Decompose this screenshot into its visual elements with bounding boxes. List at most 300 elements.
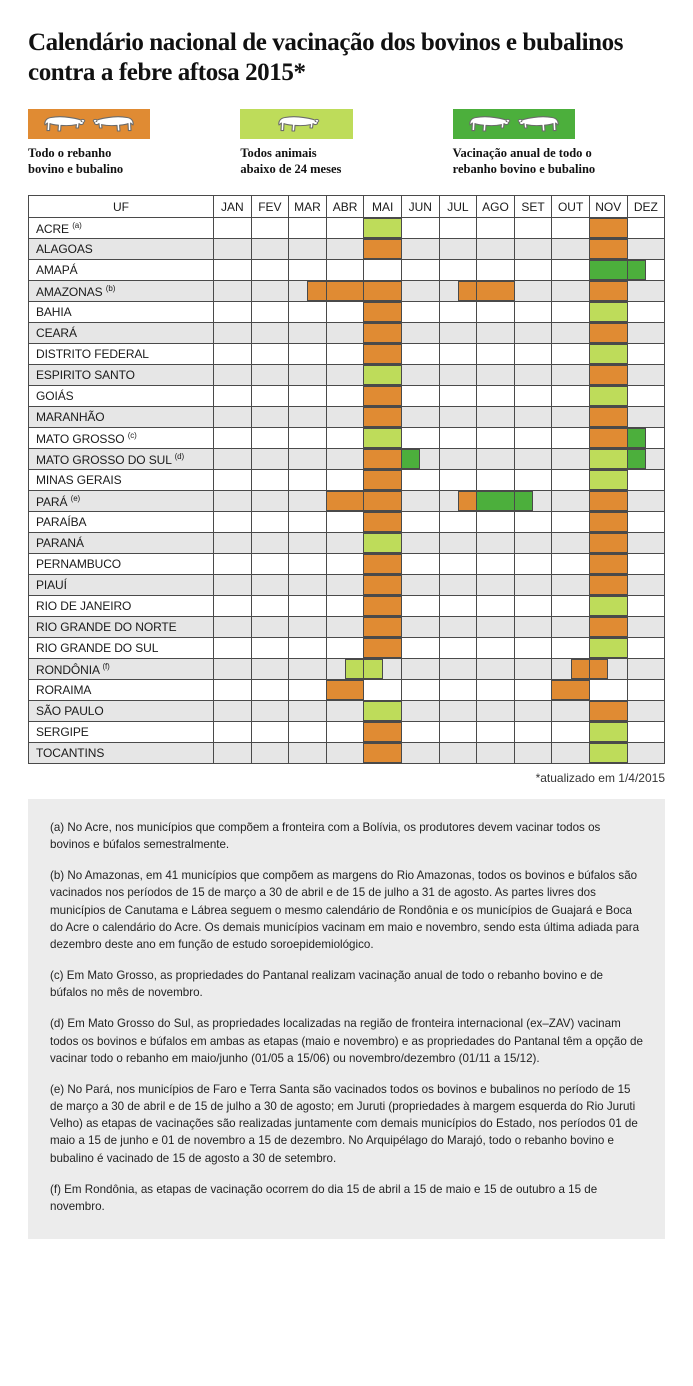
state-name-cell: DISTRITO FEDERAL bbox=[29, 344, 214, 365]
cell-mar bbox=[289, 470, 327, 491]
footnotes-panel bbox=[28, 799, 665, 1239]
cell-abr bbox=[326, 386, 364, 407]
cell-jun bbox=[401, 533, 439, 554]
cell-abr bbox=[326, 281, 364, 302]
cow-icon bbox=[274, 112, 320, 136]
state-name-cell: ESPIRITO SANTO bbox=[29, 365, 214, 386]
cell-jan bbox=[214, 260, 252, 281]
cell-set bbox=[514, 701, 552, 722]
cell-fev bbox=[251, 491, 289, 512]
cell-mar bbox=[289, 680, 327, 701]
cell-mai bbox=[364, 323, 402, 344]
table-row bbox=[29, 365, 665, 386]
column-header-abr: ABR bbox=[326, 196, 364, 218]
cell-set bbox=[514, 638, 552, 659]
cell-fev bbox=[251, 407, 289, 428]
fill-orange bbox=[589, 659, 608, 679]
fill-orange bbox=[458, 281, 477, 301]
cell-set bbox=[514, 323, 552, 344]
cell-jun bbox=[401, 239, 439, 260]
column-header-jul: JUL bbox=[439, 196, 477, 218]
cell-fev bbox=[251, 743, 289, 764]
cell-out bbox=[552, 323, 590, 344]
cell-set bbox=[514, 743, 552, 764]
cell-abr bbox=[326, 554, 364, 575]
fill-orange bbox=[363, 407, 402, 427]
cell-mar bbox=[289, 491, 327, 512]
cell-fev bbox=[251, 218, 289, 239]
fill-dark-green bbox=[514, 491, 533, 511]
cell-jun bbox=[401, 302, 439, 323]
cell-mai bbox=[364, 491, 402, 512]
cell-out bbox=[552, 428, 590, 449]
cell-set bbox=[514, 344, 552, 365]
cell-jul bbox=[439, 365, 477, 386]
cell-out bbox=[552, 554, 590, 575]
cell-set bbox=[514, 470, 552, 491]
cell-jan bbox=[214, 218, 252, 239]
state-name-cell: PARÁ $^{(e)}$ bbox=[29, 491, 214, 512]
cell-jan bbox=[214, 302, 252, 323]
cell-out bbox=[552, 659, 590, 680]
cell-set bbox=[514, 512, 552, 533]
fill-light-green bbox=[345, 659, 364, 679]
footnote-marker: (b) bbox=[105, 283, 116, 293]
cell-mai bbox=[364, 281, 402, 302]
cell-jul bbox=[439, 218, 477, 239]
column-header-jun: JUN bbox=[401, 196, 439, 218]
state-name-cell: MATO GROSSO DO SUL $^{(d)}$ bbox=[29, 449, 214, 470]
fill-orange bbox=[307, 281, 326, 301]
cell-abr bbox=[326, 701, 364, 722]
cell-out bbox=[552, 365, 590, 386]
column-header-mar: MAR bbox=[289, 196, 327, 218]
cell-nov bbox=[589, 596, 627, 617]
cell-jul bbox=[439, 260, 477, 281]
table-row bbox=[29, 722, 665, 743]
cell-ago bbox=[477, 344, 515, 365]
cell-jan bbox=[214, 680, 252, 701]
cell-mar bbox=[289, 617, 327, 638]
fill-orange bbox=[363, 344, 402, 364]
cell-mai bbox=[364, 533, 402, 554]
state-name-cell: PARAÍBA bbox=[29, 512, 214, 533]
cell-abr bbox=[326, 323, 364, 344]
fill-light-green bbox=[589, 596, 628, 616]
cell-mar bbox=[289, 386, 327, 407]
cell-mai bbox=[364, 407, 402, 428]
cell-ago bbox=[477, 302, 515, 323]
fill-dark-green bbox=[589, 260, 628, 280]
cell-abr bbox=[326, 407, 364, 428]
cell-mar bbox=[289, 701, 327, 722]
cell-jan bbox=[214, 470, 252, 491]
cell-mai bbox=[364, 659, 402, 680]
cell-out bbox=[552, 575, 590, 596]
cell-ago bbox=[477, 365, 515, 386]
fill-orange bbox=[589, 533, 628, 553]
cell-fev bbox=[251, 512, 289, 533]
cell-ago bbox=[477, 680, 515, 701]
cell-jun bbox=[401, 428, 439, 449]
state-name-cell: AMAZONAS $^{(b)}$ bbox=[29, 281, 214, 302]
cell-abr bbox=[326, 680, 364, 701]
cell-jul bbox=[439, 386, 477, 407]
cell-fev bbox=[251, 638, 289, 659]
cell-mar bbox=[289, 554, 327, 575]
footnote-d: (d) Em Mato Grosso do Sul, as propriedades localizadas na região de fronteira internacional (ex–ZAV) vacinam todos os bovinos e búfalos em ambas as etapas (maio e novembro) e as propriedades do Pantanal têm a opção de vacinar todo o rebanho em maio/junho (01/05 a 15/06) ou novembro/dezembro (01/11 a 15/12). bbox=[50, 1017, 643, 1065]
cell-set bbox=[514, 260, 552, 281]
cell-fev bbox=[251, 533, 289, 554]
cell-out bbox=[552, 281, 590, 302]
fill-orange bbox=[589, 218, 628, 238]
cell-nov bbox=[589, 512, 627, 533]
table-row bbox=[29, 260, 665, 281]
cell-fev bbox=[251, 344, 289, 365]
cell-dez bbox=[627, 575, 665, 596]
cell-jun bbox=[401, 386, 439, 407]
fill-orange bbox=[363, 554, 402, 574]
cell-abr bbox=[326, 449, 364, 470]
legend-item-3 bbox=[453, 109, 665, 177]
column-header-nov: NOV bbox=[589, 196, 627, 218]
cell-jul bbox=[439, 470, 477, 491]
cell-ago bbox=[477, 596, 515, 617]
footnote-b: (b) No Amazonas, em 41 municípios que compõem as margens do Rio Amazonas, todos os bovinos e búfalos são vacinados nos períodos de 15 de março a 30 de abril e de 15 de julho a 31 de agosto. As partes livres dos municípios de Canutama e Lábrea seguem o mesmo calendário de Rondônia e os municípios de Guajará e Boca do Acre o calendário do Acre. Os demais municípios vacinam em maio e novembro, sendo esta última adiada para dezembro deste ano em função de estudo soroepidemiológico. bbox=[50, 869, 640, 951]
cell-jul bbox=[439, 239, 477, 260]
cell-jul bbox=[439, 680, 477, 701]
fill-light-green bbox=[363, 365, 402, 385]
cell-dez bbox=[627, 596, 665, 617]
cell-set bbox=[514, 428, 552, 449]
cell-jan bbox=[214, 659, 252, 680]
table-row bbox=[29, 659, 665, 680]
cell-mai bbox=[364, 239, 402, 260]
cell-mar bbox=[289, 638, 327, 659]
cell-jan bbox=[214, 281, 252, 302]
cell-jan bbox=[214, 491, 252, 512]
fill-orange bbox=[363, 638, 402, 658]
cell-set bbox=[514, 680, 552, 701]
cell-jun bbox=[401, 260, 439, 281]
cell-jan bbox=[214, 575, 252, 596]
cell-mar bbox=[289, 323, 327, 344]
cell-jul bbox=[439, 302, 477, 323]
fill-orange bbox=[363, 449, 402, 469]
cell-abr bbox=[326, 365, 364, 386]
column-header-set: SET bbox=[514, 196, 552, 218]
cell-jul bbox=[439, 407, 477, 428]
cell-nov bbox=[589, 323, 627, 344]
cell-dez bbox=[627, 302, 665, 323]
cell-jul bbox=[439, 533, 477, 554]
cell-mar bbox=[289, 533, 327, 554]
fill-light-green bbox=[589, 743, 628, 763]
cell-dez bbox=[627, 323, 665, 344]
cell-abr bbox=[326, 428, 364, 449]
fill-light-green bbox=[363, 659, 382, 679]
cell-out bbox=[552, 386, 590, 407]
cell-ago bbox=[477, 554, 515, 575]
cell-jul bbox=[439, 701, 477, 722]
cell-jul bbox=[439, 491, 477, 512]
fill-orange bbox=[589, 428, 628, 448]
cell-dez bbox=[627, 407, 665, 428]
cell-ago bbox=[477, 659, 515, 680]
fill-orange bbox=[458, 491, 477, 511]
fill-orange bbox=[589, 281, 628, 301]
cell-jul bbox=[439, 638, 477, 659]
cell-fev bbox=[251, 302, 289, 323]
cell-jan bbox=[214, 344, 252, 365]
cell-jul bbox=[439, 596, 477, 617]
cell-mar bbox=[289, 218, 327, 239]
cell-set bbox=[514, 218, 552, 239]
cell-abr bbox=[326, 218, 364, 239]
cell-ago bbox=[477, 617, 515, 638]
fill-orange bbox=[589, 491, 628, 511]
cell-jan bbox=[214, 407, 252, 428]
cell-dez bbox=[627, 680, 665, 701]
cell-fev bbox=[251, 575, 289, 596]
cell-fev bbox=[251, 239, 289, 260]
cell-out bbox=[552, 302, 590, 323]
cell-ago bbox=[477, 470, 515, 491]
cell-jul bbox=[439, 323, 477, 344]
cell-mai bbox=[364, 449, 402, 470]
legend-swatch-orange bbox=[28, 109, 150, 139]
cell-fev bbox=[251, 323, 289, 344]
state-name-cell: ACRE $^{(a)}$ bbox=[29, 218, 214, 239]
cell-jun bbox=[401, 365, 439, 386]
cell-set bbox=[514, 533, 552, 554]
cell-set bbox=[514, 281, 552, 302]
fill-orange bbox=[589, 512, 628, 532]
cell-ago bbox=[477, 407, 515, 428]
cell-mar bbox=[289, 281, 327, 302]
cell-mar bbox=[289, 239, 327, 260]
cell-ago bbox=[477, 512, 515, 533]
updated-note: *atualizado em 1/4/2015 bbox=[535, 771, 665, 785]
state-name-cell: CEARÁ bbox=[29, 323, 214, 344]
cell-abr bbox=[326, 302, 364, 323]
cell-abr bbox=[326, 260, 364, 281]
cell-mai bbox=[364, 386, 402, 407]
cell-jun bbox=[401, 470, 439, 491]
cell-jan bbox=[214, 365, 252, 386]
footnote-a: (a) No Acre, nos municípios que compõem a fronteira com a Bolívia, os produtores devem vacinar todos os bovinos e búfalos semestralmente. bbox=[50, 821, 601, 852]
cell-mai bbox=[364, 722, 402, 743]
legend-swatch-dark-green bbox=[453, 109, 575, 139]
fill-light-green bbox=[363, 218, 402, 238]
cell-mar bbox=[289, 659, 327, 680]
cell-jan bbox=[214, 386, 252, 407]
cell-jun bbox=[401, 281, 439, 302]
fill-orange bbox=[476, 281, 515, 301]
column-header-mai: MAI bbox=[364, 196, 402, 218]
cell-set bbox=[514, 449, 552, 470]
state-name-cell: GOIÁS bbox=[29, 386, 214, 407]
fill-light-green bbox=[589, 386, 628, 406]
cell-out bbox=[552, 722, 590, 743]
cell-ago bbox=[477, 281, 515, 302]
cell-jul bbox=[439, 722, 477, 743]
cell-dez bbox=[627, 512, 665, 533]
cell-fev bbox=[251, 386, 289, 407]
table-row bbox=[29, 554, 665, 575]
table-row bbox=[29, 386, 665, 407]
fill-dark-green bbox=[627, 428, 646, 448]
cell-out bbox=[552, 617, 590, 638]
fill-orange bbox=[363, 281, 402, 301]
table-row bbox=[29, 512, 665, 533]
cell-fev bbox=[251, 260, 289, 281]
cell-mar bbox=[289, 302, 327, 323]
cell-jan bbox=[214, 638, 252, 659]
cell-out bbox=[552, 260, 590, 281]
cell-nov bbox=[589, 281, 627, 302]
fill-orange bbox=[589, 365, 628, 385]
cell-out bbox=[552, 512, 590, 533]
fill-light-green bbox=[589, 722, 628, 742]
cell-jul bbox=[439, 575, 477, 596]
table-row bbox=[29, 596, 665, 617]
cell-mai bbox=[364, 470, 402, 491]
cell-jul bbox=[439, 659, 477, 680]
state-name-cell: RIO GRANDE DO SUL bbox=[29, 638, 214, 659]
cell-jul bbox=[439, 512, 477, 533]
fill-light-green bbox=[589, 449, 628, 469]
fill-light-green bbox=[363, 428, 402, 448]
fill-orange bbox=[589, 617, 628, 637]
cell-ago bbox=[477, 323, 515, 344]
fill-orange bbox=[589, 575, 628, 595]
state-name-cell: ALAGOAS bbox=[29, 239, 214, 260]
cell-mar bbox=[289, 344, 327, 365]
cow-icon bbox=[40, 112, 86, 136]
state-name-cell: RORAIMA bbox=[29, 680, 214, 701]
cell-mar bbox=[289, 743, 327, 764]
cell-nov bbox=[589, 218, 627, 239]
cell-fev bbox=[251, 617, 289, 638]
fill-orange bbox=[363, 617, 402, 637]
cell-mai bbox=[364, 638, 402, 659]
fill-orange bbox=[589, 323, 628, 343]
fill-orange bbox=[363, 743, 402, 763]
cell-out bbox=[552, 533, 590, 554]
cell-mar bbox=[289, 596, 327, 617]
fill-light-green bbox=[589, 638, 628, 658]
cell-nov bbox=[589, 617, 627, 638]
cell-jun bbox=[401, 701, 439, 722]
cell-abr bbox=[326, 617, 364, 638]
cell-jan bbox=[214, 239, 252, 260]
cell-dez bbox=[627, 701, 665, 722]
cell-nov bbox=[589, 302, 627, 323]
table-header-row bbox=[29, 196, 665, 218]
state-name-cell: PARANÁ bbox=[29, 533, 214, 554]
cell-set bbox=[514, 386, 552, 407]
state-name-cell: MINAS GERAIS bbox=[29, 470, 214, 491]
cell-out bbox=[552, 596, 590, 617]
cell-jun bbox=[401, 323, 439, 344]
cell-dez bbox=[627, 722, 665, 743]
fill-dark-green bbox=[627, 449, 646, 469]
state-name-cell: SÃO PAULO bbox=[29, 701, 214, 722]
vaccination-calendar-table bbox=[28, 195, 665, 764]
cell-jul bbox=[439, 554, 477, 575]
cell-nov bbox=[589, 365, 627, 386]
cell-abr bbox=[326, 533, 364, 554]
cell-ago bbox=[477, 743, 515, 764]
fill-dark-green bbox=[401, 449, 420, 469]
cell-dez bbox=[627, 365, 665, 386]
cell-out bbox=[552, 743, 590, 764]
cell-jan bbox=[214, 512, 252, 533]
cell-jun bbox=[401, 659, 439, 680]
cell-ago bbox=[477, 449, 515, 470]
column-header-ago: AGO bbox=[477, 196, 515, 218]
cell-jun bbox=[401, 617, 439, 638]
cell-fev bbox=[251, 470, 289, 491]
fill-light-green bbox=[363, 533, 402, 553]
cell-ago bbox=[477, 575, 515, 596]
cell-fev bbox=[251, 722, 289, 743]
cell-nov bbox=[589, 260, 627, 281]
cell-mai bbox=[364, 218, 402, 239]
cow-icon bbox=[92, 112, 138, 136]
fill-orange bbox=[551, 680, 590, 700]
fill-light-green bbox=[589, 470, 628, 490]
cell-fev bbox=[251, 596, 289, 617]
cell-dez bbox=[627, 449, 665, 470]
column-header-dez: DEZ bbox=[627, 196, 665, 218]
column-header-jan: JAN bbox=[214, 196, 252, 218]
cell-out bbox=[552, 449, 590, 470]
cell-out bbox=[552, 491, 590, 512]
fill-orange bbox=[363, 386, 402, 406]
table-row bbox=[29, 449, 665, 470]
cell-ago bbox=[477, 638, 515, 659]
legend-label: Vacinação anual de todo o rebanho bovino e bubalino bbox=[452, 146, 596, 176]
legend bbox=[28, 109, 665, 177]
cell-out bbox=[552, 680, 590, 701]
fill-orange bbox=[589, 239, 628, 259]
cell-fev bbox=[251, 428, 289, 449]
fill-orange bbox=[326, 491, 365, 511]
cell-nov bbox=[589, 575, 627, 596]
cell-jan bbox=[214, 743, 252, 764]
state-name-cell: PERNAMBUCO bbox=[29, 554, 214, 575]
cell-set bbox=[514, 407, 552, 428]
cell-abr bbox=[326, 659, 364, 680]
cell-jan bbox=[214, 428, 252, 449]
table-row bbox=[29, 533, 665, 554]
footnote-marker: (a) bbox=[72, 220, 82, 230]
cell-ago bbox=[477, 491, 515, 512]
footnote-marker: (d) bbox=[174, 451, 185, 461]
cell-nov bbox=[589, 491, 627, 512]
cell-set bbox=[514, 554, 552, 575]
fill-orange bbox=[326, 281, 365, 301]
cell-fev bbox=[251, 554, 289, 575]
table-row bbox=[29, 680, 665, 701]
cell-dez bbox=[627, 344, 665, 365]
cell-nov bbox=[589, 554, 627, 575]
fill-orange bbox=[363, 512, 402, 532]
state-name-cell: RIO DE JANEIRO bbox=[29, 596, 214, 617]
cell-fev bbox=[251, 449, 289, 470]
